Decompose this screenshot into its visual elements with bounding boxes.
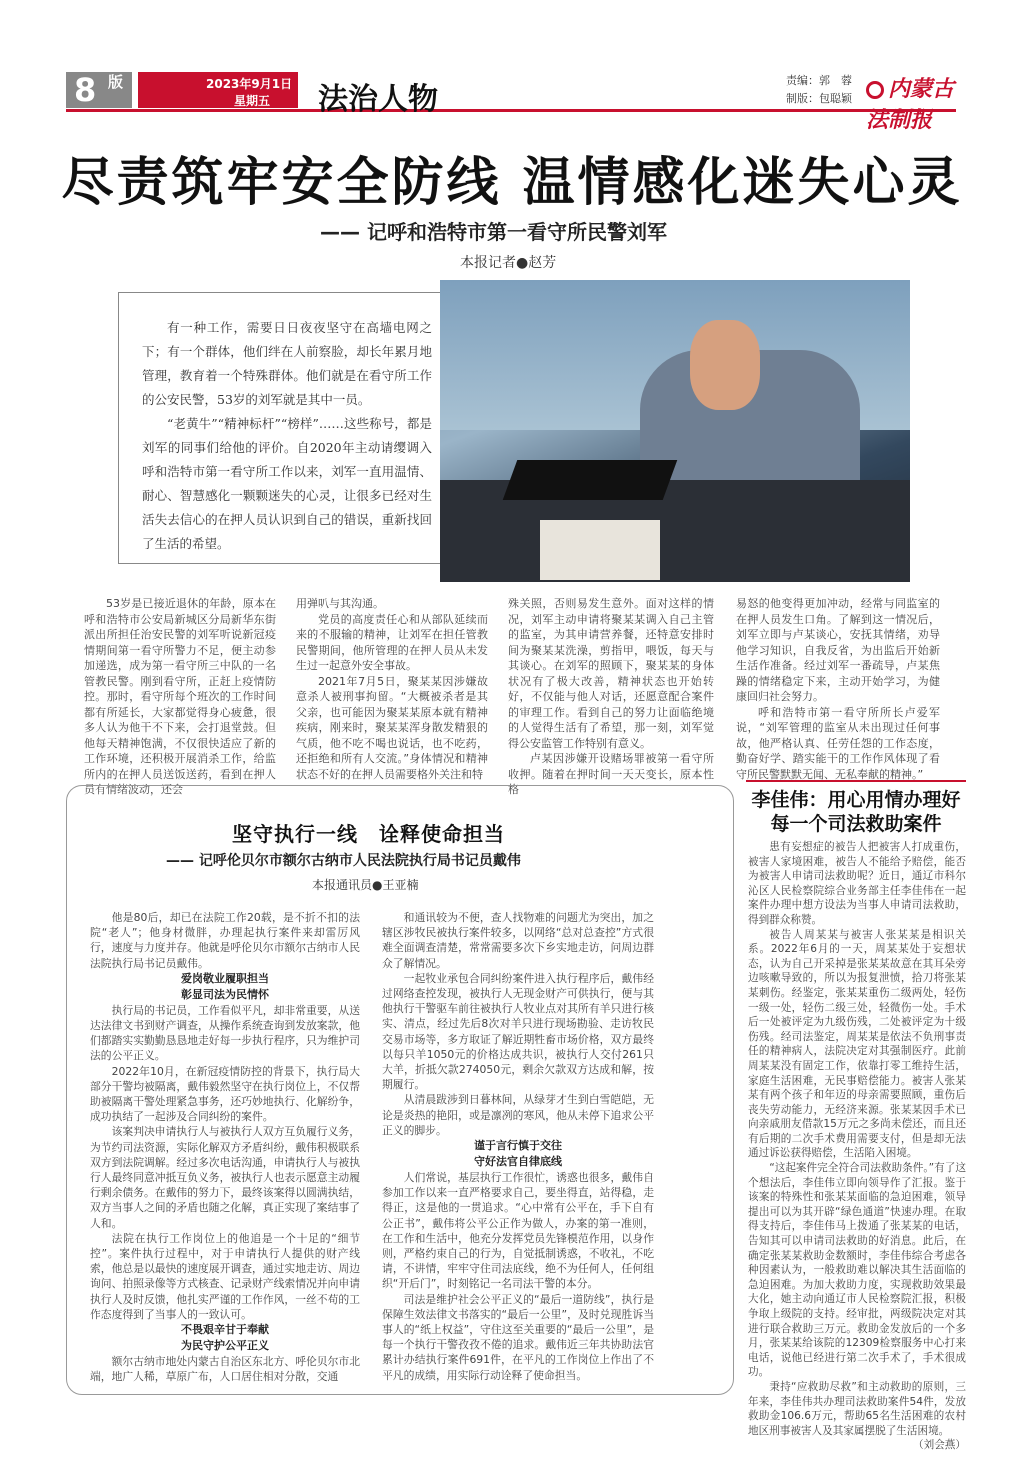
body-paragraph: 2021年7月5日，聚某某因涉嫌故意杀人被刑事拘留。“大概被杀者是其父亲，也可能因为聚某某原本就有精神疾病，刚来时，聚某某浑身散发精狠的气质，他不吃不喝也说话，也不吃药，还拒绝和所有人交流。”身体情况和精神状态不好的在押人员需要格外关注和特 bbox=[296, 674, 488, 781]
article3-byline: （刘会燕） bbox=[913, 1439, 966, 1452]
article1-column-1 bbox=[84, 596, 276, 798]
issue-weekday: 星期五 bbox=[234, 94, 271, 108]
article3-title: 李佳伟：用心用情办理好每一个司法救助案件 bbox=[751, 789, 961, 835]
body-paragraph: 从清晨跋涉到日暮林间，从绿芽才生到白雪皑皑，无论是炎热的艳阳，或是凛冽的寒风，他从未停下追求公平正义的脚步。 bbox=[382, 1093, 654, 1137]
page-number: 8 bbox=[74, 71, 97, 109]
body-paragraph: 殊关照，否则易发生意外。面对这样的情况，刘军主动申请将聚某某调入自己主管的监室，为其申请营养餐，还特意安排时间为聚某某洗澡，剪指甲，喂饭，每天与其谈心。在刘军的照顾下，聚某某的身体状况有了极大改善，精神状态也开始转好，不仅能与他人对话，还愿意配合案件的审理工作。看到自己的努力让面临绝境的人觉得生活有了希望，那一刻，刘军觉得公安监管工作特别有意义。 bbox=[508, 597, 714, 750]
article1-subtitle: —— 记呼和浩特市第一看守所民警刘军 bbox=[320, 220, 667, 244]
subheading: 彰显司法为民情怀 bbox=[181, 987, 269, 1001]
section-name: 法治人物 bbox=[318, 82, 438, 117]
article1-column-2 bbox=[296, 596, 488, 782]
photo-officer-head bbox=[690, 320, 760, 410]
body-paragraph: 呼和浩特市第一看守所所长卢爱军说，“刘军管理的监室从未出现过任何事故，他严格认真、任劳任怨的工作态度，勤奋好学、踏实能干的工作作风体现了看守所民警默默无闻、无私奉献的精神。” bbox=[736, 705, 940, 781]
intro-paragraph: “老黄牛”“精神标杆”“榜样”……这些称号，都是刘军的同事们给他的评价。自2020年主动请缨调入呼和浩特市第一看守所工作以来，刘军一直用温情、耐心、智慧感化一颗颗迷失的心灵，让很多已经对生活失去信心的在押人员认识到自己的错误，重新找回了生活的希望。 bbox=[142, 416, 432, 551]
body-paragraph: 患有妄想症的被告人把被害人打成重伤，被害人家境困难，被告人不能给予赔偿，能否为被害人申请司法救助呢？近日，通辽市科尔沁区人民检察院综合业务部主任李佳伟在一起案件办理中想方设法为当事人申请司法救助，得到群众称赞。 bbox=[748, 841, 966, 926]
subheading: 爱岗敬业履职担当 bbox=[181, 971, 269, 985]
body-paragraph: 执行局的书记员，工作看似平凡，却非常重要，从送达法律文书到财产调查，从操作系统查询到发放案款，他们都踏实实勤勤恳恳地走好每一步执行程序，只为维护司法的公平正义。 bbox=[90, 1003, 360, 1063]
article3-body bbox=[748, 840, 966, 1453]
paper-name: 内蒙古法制报 bbox=[866, 76, 955, 133]
body-paragraph: 他是80后，却已在法院工作20载，是不折不扣的法院“老人”；他身材微胖，办理起执行案件来却雷厉风行，速度与力度并存。他就是呼伦贝尔市额尔古纳市人民法院执行局书记员戴伟。 bbox=[90, 911, 360, 970]
subheading: 谨于言行慎于交往 bbox=[474, 1139, 562, 1153]
editor-credits bbox=[786, 72, 852, 108]
article1-column-3 bbox=[508, 596, 714, 798]
body-paragraph: 额尔古纳市地处内蒙古自治区东北方、呼伦贝尔市北端，地广人稀，草原广布，人口居住相对分散，交通 bbox=[90, 1355, 360, 1384]
body-paragraph: 2022年10月，在新冠疫情防控的背景下，执行局大部分干警均被隔离，戴伟毅然坚守在执行岗位上，不仅帮助被隔离干警处理紧急事务，还巧妙地执行、化解纷争，成功执结了一起涉及合同纠纷的案件。 bbox=[90, 1064, 360, 1124]
body-paragraph: 53岁是已接近退休的年龄，原本在呼和浩特市公安局新城区分局新华东街派出所担任治安民警的刘军听说新冠疫情期间第一看守所警力不足，便主动参加递选，成为第一看守所三中队的一名管教民警。刚到看守所，正赶上疫情防控。那时，看守所每个班次的工作时间都有所延长，大家都觉得身心疲惫，很多人认为他干不下来，会打退堂鼓。但他每天精神饱满，不仅很快适应了新的工作环境，还积极开展消杀工作，给监所内的在押人员送饭送药，看到在押人员有情绪波动，还会 bbox=[84, 597, 276, 796]
officer-photo bbox=[440, 280, 910, 582]
body-paragraph: 党员的高度责任心和从部队延续而来的不服输的精神，让刘军在担任管教民警期间，他所管理的在押人员从未发生过一起意外安全事故。 bbox=[296, 612, 488, 672]
body-paragraph: 该案判决申请执行人与被执行人双方互负履行义务，为节约司法资源，实际化解双方矛盾纠纷，戴伟积极联系双方到法院调解。经过多次电话沟通，申请执行人与被执行人最终同意冲抵互负义务，被执行人也表示愿意主动履行剩余债务。在戴伟的努力下，最终该案得以圆满执结，双方当事人之间的矛盾也随之化解，真正实现了案结事了人和。 bbox=[90, 1125, 360, 1230]
article1-intro-text bbox=[142, 316, 432, 556]
subheading: 不畏艰辛甘于奉献 bbox=[181, 1323, 269, 1337]
editor-name: 责编：郭 蓉 bbox=[786, 74, 852, 87]
body-paragraph: 用弹叭与其沟通。 bbox=[296, 597, 384, 610]
article2-subtitle: —— 记呼伦贝尔市额尔古纳市人民法院执行局书记员戴伟 bbox=[166, 853, 521, 869]
date-box bbox=[138, 72, 298, 108]
subheading: 守好法官自律底线 bbox=[474, 1155, 562, 1169]
body-paragraph: 被告人周某某与被害人张某某是相识关系。2022年6月的一天，周某某处于妄想状态，认为自己开采掉是张某某故意在其耳朵旁边咳嗽导致的，所以为报复泄愤，拾刀将张某某刺伤。经鉴定，张某某重伤二级两处，轻伤一级一处，轻伤二级三处，轻微伤一处。手术后一处被评定为九级伤残，二处被评定为十级伤残。经司法鉴定，周某某是依法不负刑事责任的精神病人，法院决定对其强制医疗。此前周某某没有固定工作，依靠打零工维持生活，家庭生活困难，无民事赔偿能力。被害人张某某有两个孩子和年迈的母亲需要照顾，重伤后丧失劳动能力，无经济来源。张某某因手术已向亲戚朋友借款15万元之多尚未偿还，而且还有后期的二次手术费用需要支付，但是却无法通过诉讼获得赔偿，生活陷入困境。 bbox=[748, 928, 966, 1160]
body-paragraph: 卢某因涉嫌开设赌场罪被第一看守所收押。随着在押时间一天天变长，原本性格 bbox=[508, 752, 714, 796]
body-paragraph: 秉持“应救助尽救”和主动救助的原则，三年来，李佳伟共办理司法救助案件54件，发放救助金106.6万元，帮助65名生活困难的农村地区刑事被害人及其家属摆脱了生活困境。 bbox=[748, 1380, 966, 1437]
intro-paragraph: 有一种工作，需要日日夜夜坚守在高墙电网之下；有一个群体，他们绊在人前察脸，却长年累月地管理，教育着一个特殊群体。他们就是在看守所工作的公安民警，53岁的刘军就是其中一员。 bbox=[142, 320, 432, 407]
logo-mark-icon bbox=[866, 81, 884, 99]
article1-title: 尽责筑牢安全防线 温情感化迷失心灵 bbox=[61, 152, 963, 213]
body-paragraph: 法院在执行工作岗位上的他追是一个十足的“细节控”。案件执行过程中，对于申请执行人提供的财产线索，他总是以最快的速度展开调查，通过实地走访、周边询问、拍照录像等方式核查、记录财产线索情况并向申请执行人及时反馈，他扎实严谨的工作作风，一丝不苟的工作态度得到了当事人的一致认可。 bbox=[90, 1231, 360, 1321]
body-paragraph: 和通讯较为不便，查人找物难的问题尤为突出，加之辖区涉牧民被执行案件较多，以网络“总对总查控”方式很难全面调查清楚，常常需要多次下乡实地走访，问周边群众了解情况。 bbox=[382, 911, 654, 970]
body-paragraph: 易怒的他变得更加冲动，经常与同监室的在押人员发生口角。了解到这一情况后，刘军立即与卢某谈心，安抚其情绪，劝导他学习知识，自我反省，为出监后开始新生活作准备。经过刘军一番疏导，卢某焦躁的情绪稳定下来，主动开始学习，为健康回归社会努力。 bbox=[736, 597, 940, 703]
body-paragraph: 司法是维护社会公平正义的“最后一道防线”，执行是保障生效法律文书落实的“最后一公里”，及时兑现胜诉当事人的“纸上权益”，守住这至关重要的“最后一公里”，是每一个执行干警孜孜不倦的追求。戴伟近三年共协助法官累计办结执行案件691件，在平凡的工作岗位上作出了不平凡的成绩，用实际行动诠释了使命担当。 bbox=[382, 1292, 654, 1382]
article3-rule bbox=[746, 780, 966, 782]
article2-column-1 bbox=[90, 910, 360, 1384]
article1-column-4 bbox=[736, 596, 940, 782]
issue-date: 2023年9月1日 bbox=[206, 77, 293, 91]
photo-keyboard bbox=[503, 460, 678, 500]
subheading: 为民守护公平正义 bbox=[181, 1339, 269, 1353]
page-number-box bbox=[66, 72, 132, 108]
body-paragraph: “这起案件完全符合司法救助条件。”有了这个想法后，李佳伟立即向领导作了汇报。鉴于该案的特殊性和张某某面临的急迫困难，领导提出可以为其开辟“绿色通道”快速办理。在取得支持后，李佳伟马上拨通了张某某的电话，告知其可以申请司法救助的好消息。此后，在确定张某某救助金数额时，李佳伟综合考虑各种因素认为，一般救助难以解决其生活面临的急迫困难。为加大救助力度，实现救助效果最大化，她主动向通辽市人民检察院汇报，积极争取上级院的支持。经审批，两级院决定对其进行联合救助三万元。救助金发放后的一个多月，张某某给该院的12309检察服务中心打来电话，说他已经进行第二次手术了，手术很成功。 bbox=[748, 1162, 966, 1379]
producer-name: 制版：包聪颖 bbox=[786, 92, 852, 105]
body-paragraph: 一起牧业承包合同纠纷案件进入执行程序后，戴伟经过网络查控发现，被执行人无现金财产可供执行，便与其他执行干警驱车前往被执行人牧业点对其所有羊只进行核实、清点，经过先后8次对羊只进行现场勘验、走访牧民交易市场等，多方取证了解近期牲畜市场价格，双方最终以每只羊1050元的价格达成共识，被执行人交付261只大羊，折抵欠款274050元，剩余欠款双方达成和解，按期履行。 bbox=[382, 971, 654, 1092]
article2-title: 坚守执行一线 诠释使命担当 bbox=[232, 822, 505, 846]
photo-book bbox=[540, 520, 660, 580]
article1-byline: 本报记者●赵芳 bbox=[460, 255, 557, 271]
article2-column-2 bbox=[382, 910, 654, 1383]
article2-byline: 本报通讯员●王亚楠 bbox=[312, 878, 419, 892]
page-suffix: 版 bbox=[108, 73, 124, 91]
page-header bbox=[66, 66, 956, 133]
body-paragraph: 人们常说，基层执行工作很忙，诱惑也很多，戴伟自参加工作以来一直严格要求自己，要坐得直，站得稳，走得正，这是他的一贯追求。“心中常有公平在，手下自有公正书”，戴伟将公平公正作为做人，办案的第一准则，在工作和生活中，他充分发挥党员先锋模范作用，以身作则，严格约束自己的行为，自觉抵制诱惑，不收礼，不吃请，不讲情，牢牢守住司法底线，绝不为任何人，任何组织“开后门”，时刻铭记一名司法干警的本分。 bbox=[382, 1171, 654, 1291]
paper-logo bbox=[866, 72, 956, 134]
